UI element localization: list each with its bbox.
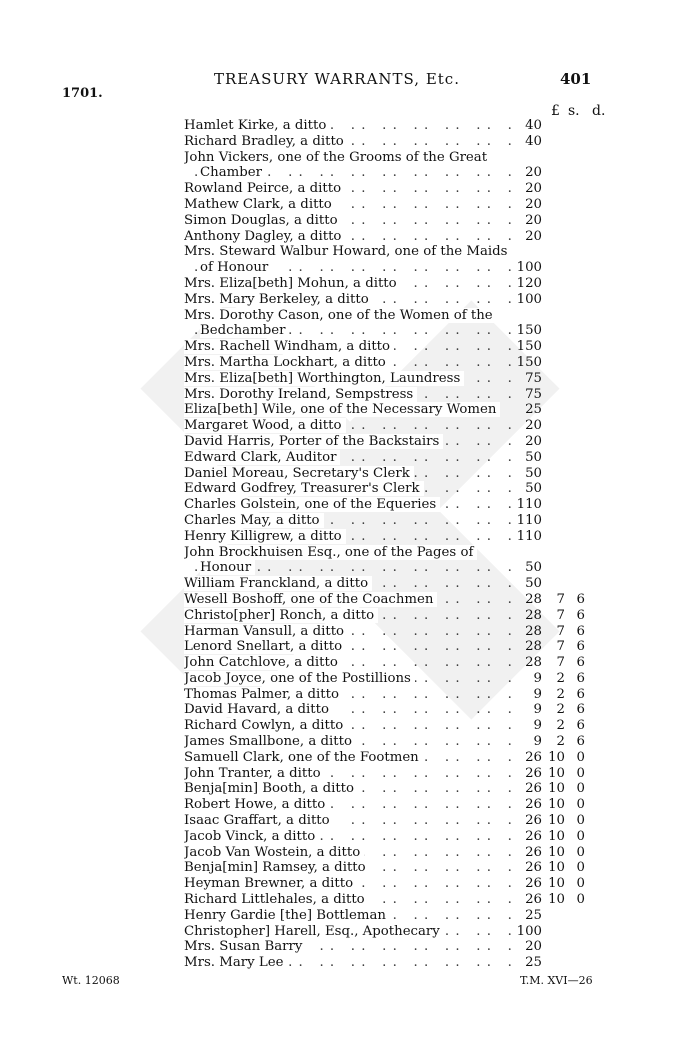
entry-shillings: 10 (548, 844, 565, 860)
entry-pounds: 40 (525, 133, 542, 149)
entry-pence: 0 (576, 765, 585, 781)
entry-name (184, 466, 511, 482)
entry-name (184, 229, 511, 245)
entry-name-text: Christopher] Harell, Esq., Apothecary (184, 924, 444, 939)
entry-name-text: Henry Killigrew, a ditto (184, 529, 346, 544)
entry-shillings: 10 (548, 892, 565, 908)
entry-name (184, 339, 511, 355)
entry-pounds: 150 (516, 323, 542, 339)
list-item (184, 387, 614, 403)
list-item (184, 592, 614, 608)
entry-pounds: 50 (525, 576, 542, 592)
entry-pounds: 50 (525, 465, 542, 481)
entry-name (184, 513, 511, 529)
footer-print-mark: Wt. 12068 (62, 974, 120, 987)
entry-name (184, 718, 511, 734)
entry-pounds: 26 (525, 828, 542, 844)
list-item (184, 229, 614, 245)
entry-pounds: 110 (516, 497, 542, 513)
entry-pounds: 26 (525, 797, 542, 813)
list-item (184, 892, 614, 908)
entry-pounds: 28 (525, 607, 542, 623)
entry-pounds: 120 (516, 275, 542, 291)
entry-name (184, 497, 511, 513)
entry-name-text: Heyman Brewner, a ditto (184, 876, 357, 891)
entry-name-text: Thomas Palmer, a ditto (184, 687, 343, 702)
entry-name (184, 260, 511, 276)
entry-name (184, 955, 511, 971)
entry-pounds: 9 (533, 734, 542, 750)
entry-name-text: Mrs. Mary Lee (184, 955, 287, 970)
entry-name-text: Simon Douglas, a ditto (184, 213, 342, 228)
entry-name (184, 939, 511, 955)
entry-name-text: William Franckland, a ditto (184, 576, 372, 591)
entry-pence: 6 (576, 686, 585, 702)
list-item (184, 323, 614, 339)
entry-name (184, 450, 511, 466)
page-number: 401 (560, 70, 592, 88)
list-item (184, 829, 614, 845)
entry-name-text: Mrs. Eliza[beth] Mohun, a ditto (184, 276, 401, 291)
entry-name-text: Honour (200, 560, 255, 575)
year-label: 1701. (62, 86, 103, 101)
entry-shillings: 10 (548, 749, 565, 765)
entry-name-text: John Catchlove, a ditto (184, 655, 342, 670)
entry-name-text: Samuell Clark, one of the Footmen (184, 750, 423, 765)
entry-name (184, 892, 511, 908)
entry-shillings: 10 (548, 765, 565, 781)
entry-name-text: John Vickers, one of the Grooms of the Great (184, 150, 491, 165)
entry-pounds: 28 (525, 591, 542, 607)
entry-name-text: Anthony Dagley, a ditto (184, 229, 345, 244)
entry-name (184, 355, 511, 371)
list-item (184, 244, 614, 260)
pounds-column-header: £ (551, 103, 560, 119)
entry-name (184, 165, 511, 181)
entry-pence: 6 (576, 639, 585, 655)
entry-name-text: Mrs. Dorothy Ireland, Sempstress (184, 387, 417, 402)
entry-name-text: Hamlet Kirke, a ditto (184, 118, 330, 133)
entry-pence: 6 (576, 702, 585, 718)
entry-shillings: 2 (556, 718, 565, 734)
entry-name (184, 323, 511, 339)
entry-pounds: 28 (525, 639, 542, 655)
entry-name-text: Rowland Peirce, a ditto (184, 181, 345, 196)
list-item (184, 845, 614, 861)
entry-name (184, 655, 511, 671)
entry-name-text: Bedchamber (200, 323, 289, 338)
entry-pounds: 20 (525, 212, 542, 228)
entry-name-text: Robert Howe, a ditto (184, 797, 329, 812)
list-item (184, 734, 614, 750)
entry-pounds: 20 (525, 196, 542, 212)
entry-name (184, 845, 511, 861)
list-item (184, 434, 614, 450)
list-item (184, 497, 614, 513)
list-item (184, 292, 614, 308)
list-item (184, 260, 614, 276)
entry-shillings: 7 (556, 607, 565, 623)
entry-name (184, 134, 511, 150)
entry-pence: 6 (576, 670, 585, 686)
entry-shillings: 7 (556, 591, 565, 607)
list-item (184, 545, 614, 561)
entry-name-text: David Havard, a ditto (184, 702, 333, 717)
entry-name-text: Charles Golstein, one of the Equeries (184, 497, 440, 512)
entry-name (184, 687, 511, 703)
list-item (184, 908, 614, 924)
list-item (184, 118, 614, 134)
entry-pounds: 75 (525, 386, 542, 402)
entry-pounds: 110 (516, 512, 542, 528)
list-item (184, 639, 614, 655)
entry-name-text: Richard Cowlyn, a ditto (184, 718, 347, 733)
entry-name (184, 924, 511, 940)
entry-pounds: 40 (525, 118, 542, 133)
entry-name (184, 766, 511, 782)
entry-name (184, 371, 511, 387)
entry-name (184, 639, 511, 655)
entry-name (184, 418, 511, 434)
entry-name (184, 481, 511, 497)
entry-name (184, 387, 511, 403)
entry-name (184, 750, 511, 766)
entry-name-text: Eliza[beth] Wile, one of the Necessary Women (184, 402, 500, 417)
entry-pence: 6 (576, 623, 585, 639)
entry-name (184, 781, 511, 797)
shillings-column-header: s. (568, 103, 580, 119)
list-item (184, 576, 614, 592)
entry-name-text: John Tranter, a ditto (184, 766, 325, 781)
entry-name-text: Richard Littlehales, a ditto (184, 892, 369, 907)
entry-pounds: 20 (525, 165, 542, 181)
entry-name-text: Benja[min] Booth, a ditto (184, 781, 358, 796)
entry-pence: 0 (576, 797, 585, 813)
entry-shillings: 10 (548, 781, 565, 797)
warrant-entries-list (184, 118, 614, 971)
entry-name-text: Benja[min] Ramsey, a ditto (184, 860, 370, 875)
entry-name (184, 576, 511, 592)
entry-name-text: Charles May, a ditto (184, 513, 324, 528)
entry-name-text: Mrs. Steward Walbur Howard, one of the Maids (184, 244, 511, 259)
list-item (184, 339, 614, 355)
entry-name-text: Daniel Moreau, Secretary's Clerk (184, 466, 414, 481)
entry-name (184, 308, 511, 324)
entry-name (184, 860, 511, 876)
entry-pence: 0 (576, 892, 585, 908)
entry-pounds: 26 (525, 860, 542, 876)
list-item (184, 955, 614, 971)
list-item (184, 655, 614, 671)
entry-name (184, 402, 511, 418)
entry-name-text: Jacob Vinck, a ditto (184, 829, 319, 844)
entry-pounds: 26 (525, 765, 542, 781)
list-item (184, 355, 614, 371)
entry-name (184, 276, 511, 292)
entry-name-text: Chamber (200, 165, 266, 180)
list-item (184, 924, 614, 940)
entry-pence: 0 (576, 781, 585, 797)
list-item (184, 213, 614, 229)
entry-name-text: Wesell Boshoff, one of the Coachmen (184, 592, 437, 607)
entry-shillings: 2 (556, 670, 565, 686)
entry-shillings: 7 (556, 639, 565, 655)
list-item (184, 608, 614, 624)
list-item (184, 402, 614, 418)
entry-pence: 6 (576, 591, 585, 607)
entry-name (184, 797, 511, 813)
entry-pounds: 100 (516, 923, 542, 939)
list-item (184, 671, 614, 687)
entry-name-text: Margaret Wood, a ditto (184, 418, 346, 433)
entry-name-text: John Brockhuisen Esq., one of the Pages of (184, 545, 477, 560)
entry-shillings: 10 (548, 876, 565, 892)
entry-name (184, 734, 511, 750)
list-item (184, 624, 614, 640)
entry-name-text: Mrs. Dorothy Cason, one of the Women of the (184, 308, 497, 323)
list-item (184, 181, 614, 197)
list-item (184, 813, 614, 829)
list-item (184, 134, 614, 150)
entry-name-text: Edward Clark, Auditor (184, 450, 340, 465)
list-item (184, 466, 614, 482)
entry-name (184, 197, 511, 213)
running-title: TREASURY WARRANTS, Etc. (214, 70, 460, 88)
entry-name-text: James Smallbone, a ditto (184, 734, 356, 749)
entry-name (184, 671, 511, 687)
list-item (184, 702, 614, 718)
list-item (184, 418, 614, 434)
entry-name-text: Mrs. Mary Berkeley, a ditto (184, 292, 373, 307)
entry-name-text: Harman Vansull, a ditto (184, 624, 348, 639)
entry-pence: 0 (576, 749, 585, 765)
list-item (184, 481, 614, 497)
entry-name (184, 560, 511, 576)
list-item (184, 197, 614, 213)
entry-name (184, 608, 511, 624)
entry-name (184, 545, 511, 561)
list-item (184, 513, 614, 529)
entry-pounds: 26 (525, 781, 542, 797)
list-item (184, 687, 614, 703)
entry-pounds: 100 (516, 291, 542, 307)
entry-pounds: 28 (525, 623, 542, 639)
entry-name-text: Mrs. Rachell Windham, a ditto (184, 339, 394, 354)
entry-name-text: Henry Gardie [the] Bottleman (184, 908, 390, 923)
list-item (184, 766, 614, 782)
list-item (184, 308, 614, 324)
entry-pounds: 150 (516, 339, 542, 355)
entry-name-text: Edward Godfrey, Treasurer's Clerk (184, 481, 424, 496)
list-item (184, 371, 614, 387)
entry-name-text: Mrs. Eliza[beth] Worthington, Laundress (184, 371, 464, 386)
list-item (184, 450, 614, 466)
entry-pounds: 50 (525, 560, 542, 576)
entry-name (184, 244, 511, 260)
list-item (184, 860, 614, 876)
entry-name-text: Mrs. Martha Lockhart, a ditto (184, 355, 390, 370)
entry-pounds: 9 (533, 718, 542, 734)
entry-name (184, 876, 511, 892)
entry-name-text: David Harris, Porter of the Backstairs (184, 434, 443, 449)
entry-name (184, 829, 511, 845)
entry-name-text: of Honour (200, 260, 272, 275)
entry-name-text: Lenord Snellart, a ditto (184, 639, 346, 654)
entry-pounds: 150 (516, 354, 542, 370)
entry-pounds: 9 (533, 670, 542, 686)
entry-pounds: 20 (525, 418, 542, 434)
entry-pence: 6 (576, 607, 585, 623)
footer-reference: T.M. XVI—26 (520, 974, 593, 987)
entry-name-text: Christo[pher] Ronch, a ditto (184, 608, 378, 623)
entry-pounds: 26 (525, 876, 542, 892)
entry-pounds: 28 (525, 655, 542, 671)
entry-shillings: 7 (556, 655, 565, 671)
list-item (184, 939, 614, 955)
entry-name (184, 908, 511, 924)
entry-name (184, 181, 511, 197)
entry-shillings: 10 (548, 860, 565, 876)
list-item (184, 165, 614, 181)
entry-pence: 0 (576, 860, 585, 876)
list-item (184, 718, 614, 734)
entry-shillings: 2 (556, 734, 565, 750)
entry-name-text: Richard Bradley, a ditto (184, 134, 348, 149)
list-item (184, 560, 614, 576)
entry-pounds: 20 (525, 181, 542, 197)
entry-pounds: 9 (533, 686, 542, 702)
entry-name (184, 592, 511, 608)
list-item (184, 276, 614, 292)
list-item (184, 150, 614, 166)
entry-pence: 0 (576, 844, 585, 860)
entry-pounds: 9 (533, 702, 542, 718)
entry-name (184, 529, 511, 545)
entry-pence: 0 (576, 876, 585, 892)
entry-name (184, 702, 511, 718)
list-item (184, 876, 614, 892)
entry-pounds: 50 (525, 449, 542, 465)
entry-name (184, 434, 511, 450)
entry-pounds: 26 (525, 813, 542, 829)
entry-pounds: 50 (525, 481, 542, 497)
entry-pence: 6 (576, 718, 585, 734)
entry-name (184, 213, 511, 229)
list-item (184, 781, 614, 797)
entry-shillings: 2 (556, 686, 565, 702)
entry-name (184, 150, 511, 166)
entry-shillings: 10 (548, 828, 565, 844)
entry-name-text: Mrs. Susan Barry (184, 939, 306, 954)
entry-pounds: 26 (525, 892, 542, 908)
entry-name (184, 118, 511, 134)
entry-name-text: Jacob Joyce, one of the Postillions (184, 671, 415, 686)
entry-pounds: 100 (516, 260, 542, 276)
list-item (184, 797, 614, 813)
entry-name-text: Mathew Clark, a ditto (184, 197, 336, 212)
entry-name (184, 292, 511, 308)
entry-pounds: 26 (525, 844, 542, 860)
list-item (184, 750, 614, 766)
entry-pounds: 20 (525, 939, 542, 955)
pence-column-header: d. (592, 103, 606, 119)
list-item (184, 529, 614, 545)
entry-shillings: 7 (556, 623, 565, 639)
entry-shillings: 10 (548, 797, 565, 813)
entry-pounds: 75 (525, 370, 542, 386)
entry-pounds: 25 (525, 955, 542, 971)
entry-name-text: Isaac Graffart, a ditto (184, 813, 334, 828)
entry-pence: 0 (576, 828, 585, 844)
entry-pounds: 25 (525, 402, 542, 418)
entry-pounds: 26 (525, 749, 542, 765)
entry-pence: 6 (576, 655, 585, 671)
entry-name (184, 813, 511, 829)
entry-name-text: Jacob Van Wostein, a ditto (184, 845, 364, 860)
entry-pence: 6 (576, 734, 585, 750)
entry-pounds: 25 (525, 907, 542, 923)
entry-pounds: 20 (525, 228, 542, 244)
entry-pounds: 20 (525, 433, 542, 449)
entry-pence: 0 (576, 813, 585, 829)
entry-shillings: 10 (548, 813, 565, 829)
entry-shillings: 2 (556, 702, 565, 718)
entry-pounds: 110 (516, 528, 542, 544)
entry-name (184, 624, 511, 640)
